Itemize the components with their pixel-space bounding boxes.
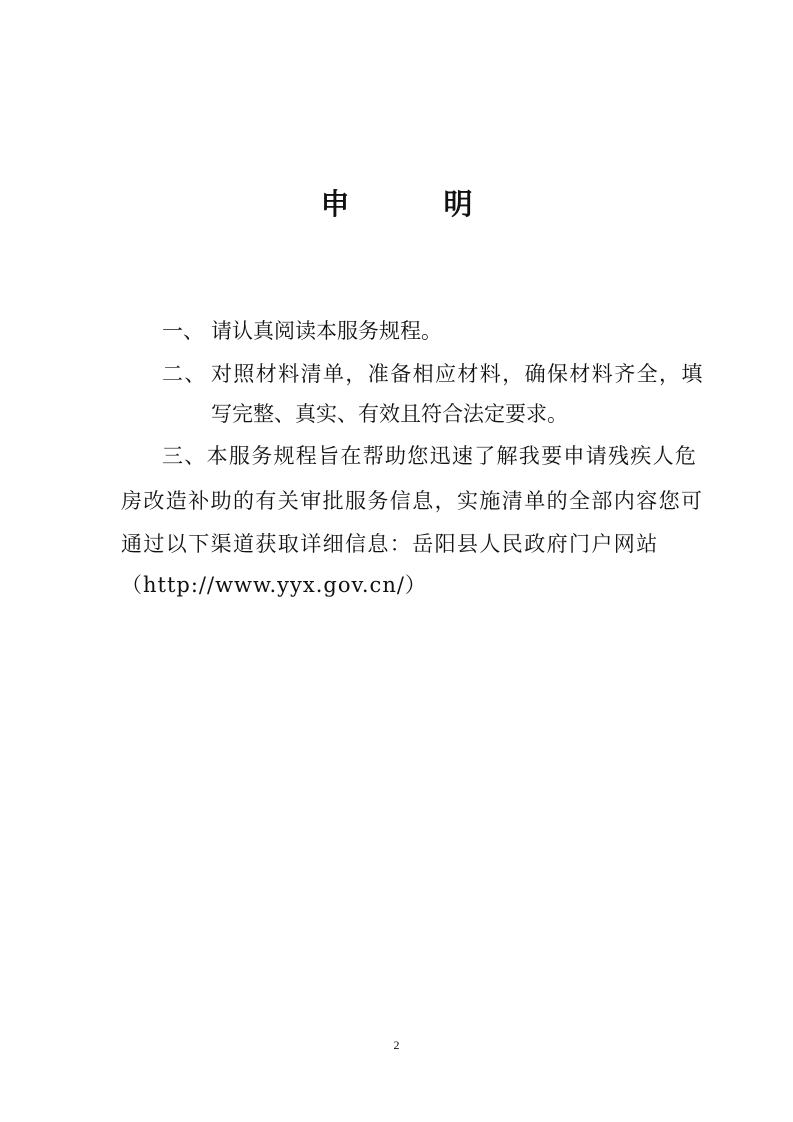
page-title: 申 明 bbox=[320, 187, 515, 221]
item-1 bbox=[162, 316, 442, 346]
item-2-marker: 二、 bbox=[162, 362, 207, 386]
page-number: 2 bbox=[393, 1038, 400, 1052]
item-3-line-3: 通过以下渠道获取详细信息：岳阳县人民政府门户网站 bbox=[121, 532, 659, 556]
item-3-line-4: （http://www.yyx.gov.cn/） bbox=[121, 573, 427, 597]
item-3-line-1: 三、本服务规程旨在帮助您迅速了解我要申请残疾人危 bbox=[162, 444, 698, 468]
item-1-marker: 一、 bbox=[162, 319, 204, 343]
item-1-text: 请认真阅读本服务规程。 bbox=[211, 319, 442, 343]
item-2-continuation: 写完整、真实、有效且符合法定要求。 bbox=[211, 402, 568, 426]
item-2-text: 对照材料清单，准备相应材料，确保材料齐全，填 bbox=[211, 362, 704, 386]
item-3-line-2: 房改造补助的有关审批服务信息，实施清单的全部内容您可 bbox=[121, 489, 704, 513]
item-2 bbox=[162, 359, 704, 389]
